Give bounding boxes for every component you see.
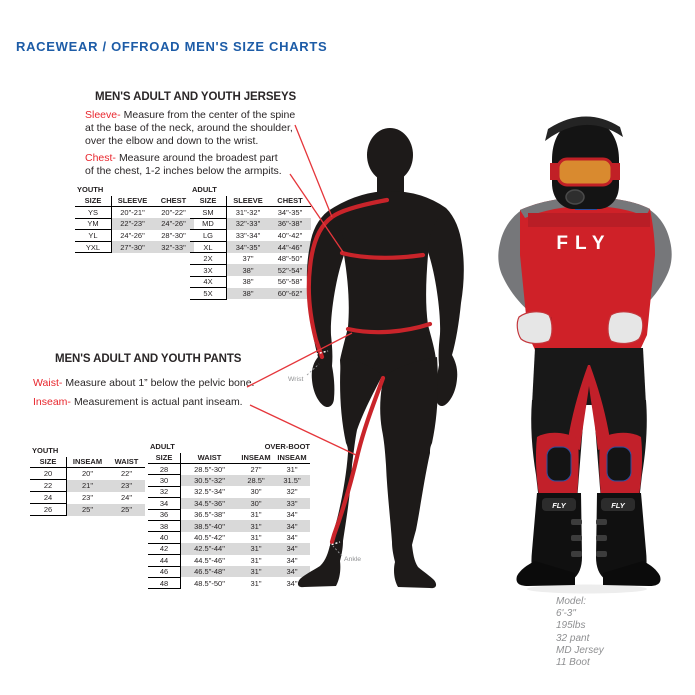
- column-header: INSEAM: [67, 457, 109, 468]
- sleeve-leader-line: [295, 125, 332, 217]
- value-cell: 31": [238, 566, 274, 577]
- value-cell: 27"-30": [112, 241, 154, 253]
- table-row: [75, 218, 194, 230]
- goggles: [558, 159, 612, 185]
- value-cell: 48"-50": [277, 254, 303, 264]
- chest-label: Chest-: [85, 152, 116, 164]
- value-cell: 34": [286, 578, 298, 588]
- size-cell: 34: [148, 498, 181, 509]
- value-cell: 22"-23": [112, 218, 154, 230]
- size-cell: 40: [148, 532, 181, 543]
- value-cell: 34": [286, 555, 298, 565]
- size-cell: 5X: [190, 288, 227, 300]
- value-cell: 30": [250, 487, 262, 497]
- value-cell: 27": [250, 464, 262, 474]
- value-cell: 32"-33": [227, 218, 270, 230]
- rider-helmet: [545, 116, 623, 209]
- value-cell: 36.5"-38": [194, 510, 225, 520]
- value-cell: 31": [238, 543, 274, 554]
- value-cell: 34"-35": [227, 241, 270, 253]
- model-info-line: 195lbs: [556, 620, 586, 632]
- size-cell: 32: [148, 486, 181, 497]
- size-cell: XL: [190, 241, 227, 253]
- value-cell: 34": [286, 533, 298, 543]
- table-row: [30, 480, 145, 492]
- size-cell: 30: [148, 475, 181, 486]
- value-cell: 28.5": [238, 475, 274, 486]
- size-cell: 22: [30, 480, 67, 492]
- waist-label: Waist-: [33, 377, 63, 389]
- value-cell: 23": [81, 493, 93, 502]
- table-group-label: YOUTH: [77, 185, 104, 194]
- size-cell: MD: [190, 218, 227, 230]
- value-cell: 32.5"-34": [194, 487, 225, 497]
- value-cell: 31"-32": [235, 208, 261, 218]
- value-cell: 38": [242, 277, 254, 287]
- value-cell: 42.5"-44": [181, 543, 239, 554]
- column-header: SIZE: [30, 457, 67, 468]
- value-cell: 44"-46": [269, 241, 311, 253]
- column-header: SIZE: [190, 196, 227, 207]
- value-cell: 34": [286, 510, 298, 520]
- size-cell: 36: [148, 509, 181, 520]
- youth-jersey-size-table: [75, 185, 194, 253]
- size-cell: 4X: [190, 276, 227, 288]
- value-cell: 31": [250, 533, 262, 543]
- waist-text: Measure about 1” below the pelvic bone.: [65, 377, 255, 389]
- value-cell: 24"-26": [153, 218, 194, 230]
- column-header: SLEEVE: [112, 196, 154, 207]
- size-cell: 46: [148, 566, 181, 577]
- value-cell: 28"-30": [161, 230, 186, 240]
- value-cell: 33": [274, 498, 310, 509]
- value-cell: 31": [250, 510, 262, 520]
- column-header: INSEAM: [238, 453, 274, 464]
- chin-vent: [566, 190, 584, 204]
- column-header: INSEAM: [274, 453, 310, 464]
- size-cell: 42: [148, 543, 181, 554]
- value-cell: 34.5"-36": [181, 498, 239, 509]
- size-cell: 26: [30, 504, 67, 516]
- value-cell: 31": [238, 520, 274, 531]
- size-cell: 28: [148, 464, 181, 475]
- value-cell: 24"-26": [120, 230, 145, 240]
- overboot-label: OVER-BOOT: [264, 442, 310, 451]
- value-cell: 32": [286, 487, 298, 497]
- table-header-row: [75, 196, 194, 207]
- column-header: CHEST: [269, 196, 311, 207]
- value-cell: 31": [286, 464, 298, 474]
- size-cell: SM: [190, 207, 227, 219]
- value-cell: 38": [227, 264, 270, 276]
- value-cell: 20": [81, 469, 93, 479]
- model-info-line: Model:: [556, 596, 587, 607]
- value-cell: 33"-34": [235, 230, 261, 240]
- size-cell: 38: [148, 520, 181, 531]
- column-header: SIZE: [75, 196, 112, 207]
- table-group-label: ADULT: [192, 185, 217, 194]
- rider-photo: [495, 105, 695, 600]
- table-row: [30, 492, 145, 504]
- value-cell: 21": [67, 480, 109, 492]
- value-cell: 37": [242, 254, 254, 264]
- chest-text: Measure around the broadest part of the chest, 1-2 inches below the armpits.: [85, 152, 282, 178]
- table-row: [30, 504, 145, 516]
- value-cell: 24": [120, 493, 132, 502]
- value-cell: 23": [108, 480, 145, 492]
- table-row: [75, 207, 194, 219]
- value-cell: 34"-35": [277, 208, 303, 218]
- value-cell: 34": [274, 543, 310, 554]
- value-cell: 56"-58": [277, 277, 303, 287]
- value-cell: 30.5"-32": [181, 475, 239, 486]
- value-cell: 20"-22": [161, 208, 186, 218]
- value-cell: 60"-62": [269, 288, 311, 300]
- table-header-row: [30, 457, 145, 468]
- value-cell: 38.5"-40": [181, 520, 239, 531]
- value-cell: 40.5"-42": [194, 533, 225, 543]
- inseam-label: Inseam-: [33, 396, 71, 408]
- value-cell: 31": [250, 555, 262, 565]
- size-cell: 2X: [190, 253, 227, 265]
- page-title: RACEWEAR / OFFROAD MEN'S SIZE CHARTS: [16, 39, 328, 54]
- value-cell: 34": [274, 520, 310, 531]
- model-info-line: 6'-3": [556, 608, 576, 620]
- size-cell: 3X: [190, 264, 227, 276]
- floor-shadow: [527, 585, 647, 594]
- value-cell: 52"-54": [269, 264, 311, 276]
- size-cell: YL: [75, 230, 112, 242]
- inseam-leader-line: [250, 405, 356, 455]
- column-header: SLEEVE: [227, 196, 270, 207]
- value-cell: 34": [274, 566, 310, 577]
- rider-pants: [531, 348, 647, 501]
- value-cell: 32"-33": [153, 241, 194, 253]
- value-cell: 20"-21": [120, 208, 145, 218]
- inseam-text: Measurement is actual pant inseam.: [73, 396, 243, 408]
- value-cell: 31.5": [274, 475, 310, 486]
- value-cell: 25": [108, 504, 145, 516]
- table-group-label: YOUTH: [32, 446, 59, 455]
- size-cell: LG: [190, 230, 227, 242]
- value-cell: 25": [67, 504, 109, 516]
- value-cell: 48.5"-50": [194, 578, 225, 588]
- pants-heading: MEN'S ADULT AND YOUTH PANTS: [55, 353, 242, 365]
- model-info-line: 11 Boot: [556, 657, 590, 669]
- inseam-instructions: [33, 396, 243, 409]
- value-cell: 46.5"-48": [181, 566, 239, 577]
- rider-boots: [516, 493, 660, 586]
- value-cell: 31": [250, 578, 262, 588]
- waist-instructions: [33, 377, 254, 390]
- wrist-label: Wrist: [288, 376, 304, 383]
- size-cell: 24: [30, 492, 67, 504]
- size-cell: 48: [148, 577, 181, 588]
- column-header: WAIST: [108, 457, 145, 468]
- value-cell: 44.5"-46": [194, 555, 225, 565]
- size-cell: YXL: [75, 241, 112, 253]
- table-row: [30, 468, 145, 480]
- model-info-line: MD Jersey: [556, 644, 604, 656]
- size-cell: YS: [75, 207, 112, 219]
- table-group-label: ADULT: [150, 442, 175, 451]
- boot-logo-text-right: FLY: [611, 501, 625, 510]
- value-cell: 40"-42": [277, 230, 303, 240]
- value-cell: 38": [227, 288, 270, 300]
- jerseys-heading: MEN'S ADULT AND YOUTH JERSEYS: [95, 91, 297, 103]
- table-row: [75, 230, 194, 242]
- size-cell: 20: [30, 468, 67, 480]
- sleeve-text: Measure from the center of the spine at the base of the neck, around the shoulder, over the elbow and down to the wrist.: [85, 109, 296, 148]
- table-row: [75, 241, 194, 253]
- youth-pants-size-table: [30, 446, 145, 516]
- column-header: CHEST: [153, 196, 194, 207]
- value-cell: 22": [120, 469, 132, 479]
- model-info-line: 32 pant: [556, 632, 590, 644]
- column-header: WAIST: [181, 453, 239, 464]
- size-cell: 44: [148, 555, 181, 566]
- column-header: SIZE: [148, 453, 181, 464]
- value-cell: 30": [238, 498, 274, 509]
- size-cell: YM: [75, 218, 112, 230]
- sleeve-label: Sleeve-: [85, 109, 121, 121]
- value-cell: 36"-38": [269, 218, 311, 230]
- ankle-label: Ankle: [344, 556, 362, 563]
- jersey-logo-text: FLY: [556, 233, 612, 254]
- boot-logo-text-left: FLY: [552, 501, 566, 510]
- measurement-silhouette-figure: [240, 105, 500, 605]
- model-info: [556, 596, 604, 669]
- value-cell: 28.5"-30": [194, 464, 225, 474]
